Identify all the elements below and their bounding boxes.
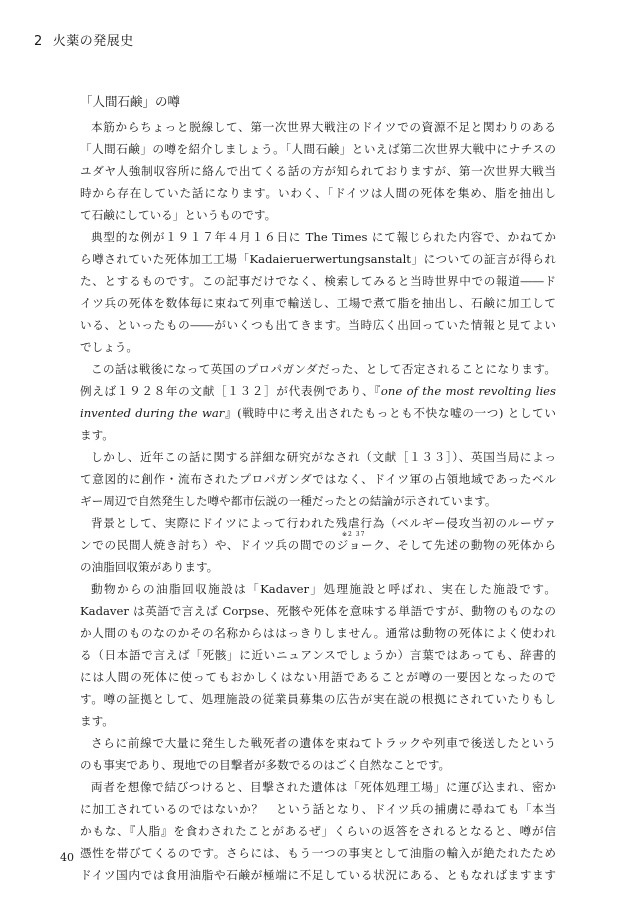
chapter-title: 火薬の発展史 <box>52 34 134 49</box>
text-line: さらに前線で大量に発生した戦死者の遺体を束ねてトラックや列車で後送したという <box>91 736 556 750</box>
text-run: 例えば１９２８年の文献［１３２］が代表例であり、『 <box>80 384 381 398</box>
text-line: の油脂回収策があります。 <box>80 560 219 574</box>
running-header <box>34 30 134 49</box>
chapter-number: 2 <box>34 34 43 49</box>
text-line: のも事実であり、現地での目撃者が多数でるのはごく自然なことです。 <box>80 758 451 772</box>
text-line: す。噂の証拠として、処理施設の従業員募集の広告が実在説の根拠にされていたりもし <box>80 692 556 706</box>
text-line: 憑性を帯びてくるのです。さらには、もう一つの事実として油脂の輸入が絶たれたため <box>80 846 556 860</box>
text-line: 「人間石鹸」の噂を紹介しましょう。「人間石鹸」といえば第二次世界大戦中にナチスの <box>80 142 556 156</box>
text-line: か人間のものなのかその名称からははっきりしません。通常は動物の死体によく使われ <box>80 626 556 640</box>
text-line: いる、といったもの――がいくつも出てきます。当時広く出回っていた情報と見てよい <box>80 318 556 332</box>
text-line <box>80 380 556 402</box>
text-line: ら噂されていた死体加工工場「Kadaieruerwertungsanstalt」についての証言が得られ <box>80 252 556 266</box>
text-line: ユダヤ人強制収容所に絡んで出てくる話の方が知られておりますが、第一次世界大戦当 <box>80 164 556 178</box>
footnote-marker: ※2 37 <box>342 531 366 538</box>
body-text <box>80 116 556 886</box>
text-line: 本筋からちょっと脱線して、第一次世界大戦注のドイツでの資源不足と関わりのある <box>91 120 556 134</box>
text-line: た、とするものです。この記事だけでなく、検索してみると当時世界中での報道――ド <box>80 274 556 288</box>
text-line: ます。 <box>80 428 114 442</box>
text-line: Kadaver は英語で言えば Corpse、死骸や死体を意味する単語ですが、動物のものなの <box>80 604 556 618</box>
quoted-title: one of the most revolting lies <box>380 384 556 398</box>
text-line: かもな、『人脂』を食わされたことがあるぜ」くらいの返答をされるとなると、噂が信 <box>80 824 556 838</box>
text-line: ます。 <box>80 714 114 728</box>
text-line: 背景として、実際にドイツによって行われた残虐行為（ベルギー侵攻当初のルーヴァ <box>91 516 556 530</box>
ruby-note <box>80 530 556 539</box>
text-line: 両者を想像で結びつけると、目撃された遺体は「死体処理工場」に運び込まれ、密か <box>91 780 556 794</box>
text-line: ドイツ国内では食用油脂や石鹸が極端に不足している状況にある、ともなればますます <box>80 868 556 882</box>
quoted-title: invented during the war <box>80 406 225 420</box>
text-line: でしょう。 <box>80 340 138 354</box>
section-title: 「人間石鹸」の噂 <box>80 94 181 109</box>
text-line: 時から存在していた話になります。いわく、「ドイツは人間の死体を集め、脂を抽出し <box>80 186 556 200</box>
text-line: る（日本語で言えば「死骸」に近いニュアンスでしょうか）言葉ではあっても、辞書的 <box>80 648 556 662</box>
text-line: 典型的な例が１９１７年４月１６日に The Times にて報じられた内容で、かねてか <box>91 230 556 244</box>
text-line: ギー周辺で自然発生した噂や都市伝説の一種だったとの結論が示されています。 <box>80 494 497 508</box>
text-line: には人間の死体に使ってもおかしくはない用語であることが噂の一要因となったので <box>80 670 556 684</box>
text-run: 』(戦時中に考え出されたもっとも不快な嘘の一つ) としてい <box>224 406 556 420</box>
text-line: イツ兵の死体を数体毎に束ねて列車で輸送し、工場で煮て脂を抽出し、石鹸に加工して <box>80 296 556 310</box>
text-line <box>80 402 556 424</box>
text-line: しかし、近年この話に関する詳細な研究がなされ（文献［１３３］）、英国当局によっ <box>91 450 556 464</box>
text-line: 動物からの油脂回収施設は「Kadaver」処理施設と呼ばれ、実在した施設です。 <box>91 582 556 596</box>
text-line: て石鹸にしている」というものです。 <box>80 208 277 222</box>
text-line: て意図的に創作・流布されたプロパガンダではなく、ドイツ軍の占領地域であったベル <box>80 472 556 486</box>
page-number: 40 <box>60 851 74 864</box>
text-line: ンでの民間人焼き討ち）や、ドイツ兵の間でのジョーク、そして先述の動物の死体から <box>80 538 556 552</box>
text-line: に加工されているのではないか？ という話となり、ドイツ兵の捕虜に尋ねても「本当 <box>80 802 556 816</box>
text-line: この話は戦後になって英国のプロパガンダだった、として否定されることになります。 <box>91 362 556 376</box>
